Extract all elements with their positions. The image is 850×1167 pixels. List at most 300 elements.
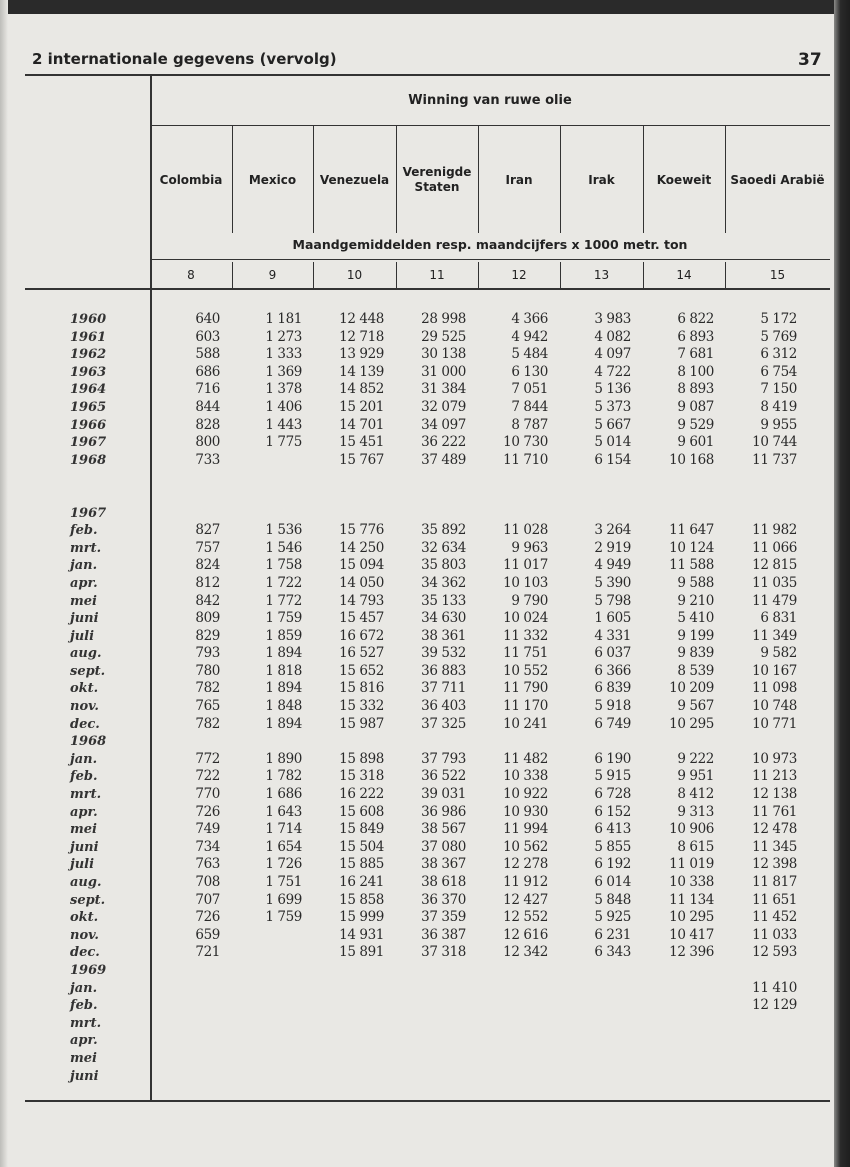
table-cell: 16 527 [339, 645, 384, 662]
table-cell: 36 222 [421, 434, 466, 451]
table-cell: 14 139 [339, 363, 384, 380]
table-cell: 6 154 [594, 451, 631, 468]
table-cell [150, 469, 232, 487]
table-cell: 11 349 [752, 627, 797, 644]
table-cell: 37 489 [421, 451, 466, 468]
table-cell: 11 982 [752, 522, 797, 539]
table-cell: 5 410 [677, 610, 714, 627]
table-cell [232, 733, 313, 751]
table-cell: 1 775 [265, 434, 302, 451]
table-row [25, 329, 830, 347]
table-cell: 5 667 [594, 416, 631, 433]
table-cell: 1 654 [265, 838, 302, 855]
row-label [25, 487, 150, 505]
table-cell: 1 818 [265, 662, 302, 679]
table-cell: 15 898 [339, 750, 384, 767]
table-cell: 28 998 [421, 311, 466, 327]
table-cell [478, 505, 560, 523]
table-cell: 37 318 [421, 944, 466, 961]
table-cell: 1 859 [265, 627, 302, 644]
table-cell [313, 505, 396, 523]
table-cell: 5 484 [511, 346, 548, 363]
table-cell: 6 893 [677, 328, 714, 345]
table-cell: 9 087 [677, 398, 714, 415]
table-cell: 15 504 [339, 838, 384, 855]
table-cell [478, 1068, 560, 1086]
table-cell [313, 962, 396, 980]
table-cell: 11 482 [503, 750, 548, 767]
column-header: Mexico [248, 172, 297, 187]
table-cell: 11 994 [503, 821, 548, 838]
table-cell: 10 167 [752, 662, 797, 679]
table-cell: 15 608 [339, 803, 384, 820]
table-cell: 15 885 [339, 856, 384, 873]
table-cell: 15 451 [339, 434, 384, 451]
table-row [25, 522, 830, 540]
row-label: juli [70, 628, 95, 644]
table-cell: 10 295 [669, 715, 714, 732]
table-cell: 11 033 [752, 926, 797, 943]
row-label: 1961 [70, 329, 107, 345]
table-row [25, 1068, 830, 1086]
column-number: 14 [676, 268, 692, 282]
table-cell: 708 [195, 874, 220, 890]
table-cell: 5 373 [594, 398, 631, 415]
table-cell: 726 [195, 803, 220, 820]
table-cell: 6 312 [760, 346, 797, 363]
table-cell: 14 793 [339, 592, 384, 609]
table-cell: 1 273 [265, 328, 302, 345]
table-cell: 12 129 [752, 997, 797, 1014]
table-cell: 6 839 [594, 680, 631, 697]
table-row [25, 1050, 830, 1068]
table-cell [313, 733, 396, 751]
column-header: Colombia [159, 172, 223, 187]
table-cell: 842 [195, 592, 220, 609]
table-cell: 6 130 [511, 363, 548, 380]
table-cell: 11 028 [503, 522, 548, 539]
table-row [25, 698, 830, 716]
table-cell: 5 925 [594, 909, 631, 926]
table-cell: 9 567 [677, 698, 714, 715]
table-cell: 4 097 [594, 346, 631, 363]
table-cell [232, 944, 313, 962]
table-cell: 11 751 [503, 645, 548, 662]
table-cell: 10 103 [503, 574, 548, 591]
table-cell: 9 313 [677, 803, 714, 820]
table-cell: 15 891 [339, 944, 384, 961]
column-number: 10 [346, 268, 363, 282]
row-label: feb. [70, 998, 98, 1014]
table-cell: 12 278 [503, 856, 548, 873]
table-cell: 6 413 [594, 821, 631, 838]
table-cell [643, 997, 725, 1015]
table-cell [232, 1032, 313, 1050]
table-row [25, 944, 830, 962]
table-cell: 36 403 [421, 698, 466, 715]
table-row [25, 346, 830, 364]
table-cell: 1 181 [265, 311, 302, 327]
table-cell: 39 532 [421, 645, 466, 662]
table-row [25, 540, 830, 558]
row-label: 1964 [70, 382, 107, 398]
table-cell: 15 767 [339, 451, 384, 468]
column-number: 9 [268, 268, 277, 282]
table-cell: 11 790 [503, 680, 548, 697]
table-cell: 8 539 [677, 662, 714, 679]
table-cell: 588 [195, 346, 220, 363]
table-cell: 11 452 [752, 909, 797, 926]
table-cell [396, 1068, 478, 1086]
row-label: feb. [70, 523, 98, 539]
column-number: 13 [593, 268, 610, 282]
table-cell: 1 894 [265, 645, 302, 662]
table-cell: 1 890 [265, 750, 302, 767]
scan-right-edge [834, 0, 850, 1167]
row-label: 1963 [70, 364, 107, 380]
table-cell [232, 452, 313, 470]
table-cell: 12 552 [503, 909, 548, 926]
table-cell: 34 097 [421, 416, 466, 433]
table-row [25, 821, 830, 839]
table-cell: 1 894 [265, 715, 302, 732]
table-row [25, 364, 830, 382]
table-cell: 11 737 [752, 451, 797, 468]
table-cell: 1 546 [265, 539, 302, 556]
row-label: nov. [70, 927, 99, 943]
table-cell: 13 929 [339, 346, 384, 363]
table-cell: 11 213 [752, 768, 797, 785]
row-label: jan. [70, 980, 98, 996]
table-cell [396, 1015, 478, 1033]
table-row [25, 487, 830, 505]
table-cell: 9 588 [677, 574, 714, 591]
table-cell: 9 790 [511, 592, 548, 609]
table-cell: 5 918 [594, 698, 631, 715]
table-cell: 15 332 [339, 698, 384, 715]
table-cell: 1 758 [265, 557, 302, 574]
table-cell: 6 831 [760, 610, 797, 627]
table-cell: 12 398 [752, 856, 797, 873]
table-cell: 829 [195, 627, 220, 644]
table-cell: 8 412 [677, 786, 714, 803]
table-cell [396, 962, 478, 980]
table-cell: 757 [195, 539, 220, 556]
table-cell: 12 815 [752, 557, 797, 574]
row-label: apr. [70, 575, 98, 591]
column-header: Saoedi Arabië [730, 172, 825, 187]
table-cell: 733 [195, 451, 220, 468]
table-cell: 9 199 [677, 627, 714, 644]
table-cell: 12 342 [503, 944, 548, 961]
table-cell: 1 369 [265, 363, 302, 380]
table-row [25, 856, 830, 874]
table-cell: 5 798 [594, 592, 631, 609]
row-label: apr. [70, 804, 98, 820]
column-header: Koeweit [656, 172, 712, 187]
table-cell: 10 930 [503, 803, 548, 820]
table-cell: 5 014 [594, 434, 631, 451]
table-cell: 12 396 [669, 944, 714, 961]
table-cell: 844 [195, 398, 220, 415]
table-cell [725, 505, 830, 523]
table-cell: 11 710 [503, 451, 548, 468]
table-cell: 659 [195, 926, 220, 943]
table-cell: 6 749 [594, 715, 631, 732]
table-cell: 11 170 [503, 698, 548, 715]
row-label: 1966 [70, 417, 107, 433]
row-label: 1967 [70, 435, 107, 451]
table-cell: 11 912 [503, 874, 548, 890]
table-cell [232, 505, 313, 523]
table-cell: 734 [195, 838, 220, 855]
table-cell [232, 980, 313, 998]
table-cell: 782 [195, 680, 220, 697]
table-cell: 37 359 [421, 909, 466, 926]
table-row [25, 997, 830, 1015]
table-cell [313, 1068, 396, 1086]
table-cell [725, 1015, 830, 1033]
table-cell: 8 893 [677, 381, 714, 398]
table-cell: 12 616 [503, 926, 548, 943]
table-cell: 10 338 [503, 768, 548, 785]
table-cell: 14 701 [339, 416, 384, 433]
table-cell [478, 1032, 560, 1050]
table-cell: 10 024 [503, 610, 548, 627]
table-cell: 15 816 [339, 680, 384, 697]
table-cell: 11 647 [669, 522, 714, 539]
table-cell [396, 997, 478, 1015]
table-cell: 722 [195, 768, 220, 785]
table-cell [478, 962, 560, 980]
table-cell: 6 192 [594, 856, 631, 873]
table-row [25, 980, 830, 998]
table-row [25, 399, 830, 417]
table-cell: 10 730 [503, 434, 548, 451]
table-cell: 12 427 [503, 891, 548, 908]
column-number: 8 [187, 268, 195, 282]
table-cell: 10 771 [752, 715, 797, 732]
table-cell: 1 378 [265, 381, 302, 398]
table-cell: 827 [195, 522, 220, 539]
table-cell [150, 1032, 232, 1050]
table-row [25, 469, 830, 487]
table-cell: 35 892 [421, 522, 466, 539]
table-row [25, 434, 830, 452]
table-cell [478, 469, 560, 487]
column-number: 12 [511, 268, 527, 282]
row-label: juni [70, 839, 99, 855]
table-row [25, 680, 830, 698]
table-cell: 721 [195, 944, 220, 961]
table-cell: 15 318 [339, 768, 384, 785]
table-cell: 38 361 [421, 627, 466, 644]
row-label: 1960 [70, 312, 107, 327]
row-label: juni [70, 611, 99, 627]
table-cell: 32 079 [421, 398, 466, 415]
table-cell: 15 201 [339, 398, 384, 415]
table-cell: 8 100 [677, 363, 714, 380]
table-cell: 1 726 [265, 856, 302, 873]
table-cell: 1 848 [265, 698, 302, 715]
table-cell [643, 1032, 725, 1050]
table-cell: 15 999 [339, 909, 384, 926]
row-label: dec. [70, 945, 100, 961]
table-cell: 765 [195, 698, 220, 715]
table-cell [560, 980, 643, 998]
table-cell: 4 942 [511, 328, 548, 345]
table-cell [560, 487, 643, 505]
table-cell [643, 1015, 725, 1033]
table-cell: 10 417 [669, 926, 714, 943]
table-cell: 14 852 [339, 381, 384, 398]
table-cell [560, 1032, 643, 1050]
table-cell: 12 718 [339, 328, 384, 345]
row-label: jan. [70, 751, 98, 767]
table-row [25, 1015, 830, 1033]
table-cell: 14 050 [339, 574, 384, 591]
table-cell: 4 722 [594, 363, 631, 380]
table-cell: 800 [195, 434, 220, 451]
table-cell: 1 782 [265, 768, 302, 785]
row-label: mrt. [70, 787, 102, 803]
table-row [25, 575, 830, 593]
table-cell: 824 [195, 557, 220, 574]
row-label: sept. [70, 663, 106, 679]
table-row [25, 1032, 830, 1050]
table-cell [150, 505, 232, 523]
row-label: mei [70, 1050, 97, 1066]
table-cell [643, 1050, 725, 1068]
table-cell: 772 [195, 750, 220, 767]
row-label: mei [70, 593, 97, 609]
data-table-body [25, 311, 830, 1085]
row-label: okt. [70, 910, 99, 926]
column-number: 15 [769, 268, 786, 282]
table-row [25, 786, 830, 804]
table-cell [232, 962, 313, 980]
table-cell [478, 1050, 560, 1068]
row-label: mrt. [70, 1015, 102, 1031]
table-cell: 11 098 [752, 680, 797, 697]
table-cell: 11 817 [752, 874, 797, 890]
table-cell: 1 759 [265, 909, 302, 926]
table-cell [313, 1015, 396, 1033]
table-row [25, 909, 830, 927]
table-cell: 7 681 [677, 346, 714, 363]
table-row [25, 593, 830, 611]
table-cell: 782 [195, 715, 220, 732]
table-cell: 11 134 [669, 891, 714, 908]
row-label: juni [70, 1068, 99, 1084]
table-cell [560, 733, 643, 751]
table-cell: 8 615 [677, 838, 714, 855]
table-cell: 1 759 [265, 610, 302, 627]
table-cell [725, 487, 830, 505]
table-cell: 686 [195, 363, 220, 380]
table-cell: 6 822 [677, 311, 714, 327]
table-row [25, 381, 830, 399]
table-cell [643, 980, 725, 998]
table-cell [478, 1015, 560, 1033]
table-cell: 1 443 [265, 416, 302, 433]
table-cell: 5 855 [594, 838, 631, 855]
table-cell: 11 651 [752, 891, 797, 908]
table-cell [150, 1050, 232, 1068]
table-cell [643, 1068, 725, 1086]
table-row [25, 417, 830, 435]
table-cell [232, 487, 313, 505]
table-cell: 39 031 [421, 786, 466, 803]
table-cell: 4 949 [594, 557, 631, 574]
table-row [25, 628, 830, 646]
table-cell: 10 744 [752, 434, 797, 451]
table-cell [560, 505, 643, 523]
table-cell [560, 1015, 643, 1033]
table-cell: 38 367 [421, 856, 466, 873]
table-cell [150, 997, 232, 1015]
table-cell [478, 487, 560, 505]
table-cell [478, 997, 560, 1015]
table-cell: 770 [195, 786, 220, 803]
table-cell [643, 733, 725, 751]
table-cell [150, 733, 232, 751]
table-cell: 6 190 [594, 750, 631, 767]
table-cell: 14 931 [339, 926, 384, 943]
table-cell: 12 478 [752, 821, 797, 838]
table-row [25, 311, 830, 329]
table-cell [396, 1032, 478, 1050]
table-cell: 36 370 [421, 891, 466, 908]
table-cell: 10 209 [669, 680, 714, 697]
table-cell: 5 390 [594, 574, 631, 591]
column-header: Irak [588, 172, 615, 187]
table-cell: 10 295 [669, 909, 714, 926]
table-cell: 7 150 [760, 381, 797, 398]
table-cell: 11 019 [669, 856, 714, 873]
table-cell: 38 567 [421, 821, 466, 838]
row-label: apr. [70, 1033, 98, 1049]
table-cell: 15 652 [339, 662, 384, 679]
table-cell: 11 332 [503, 627, 548, 644]
table-cell: 12 593 [752, 944, 797, 961]
row-label: nov. [70, 699, 99, 715]
table-cell [560, 469, 643, 487]
table-cell: 2 919 [594, 539, 631, 556]
table-cell: 793 [195, 645, 220, 662]
table-cell: 30 138 [421, 346, 466, 363]
table-cell: 1 643 [265, 803, 302, 820]
table-cell: 10 168 [669, 451, 714, 468]
table-cell: 8 787 [511, 416, 548, 433]
table-cell: 4 331 [594, 627, 631, 644]
table-cell: 36 522 [421, 768, 466, 785]
table-cell: 11 345 [752, 838, 797, 855]
header-bottom-rule [25, 288, 830, 290]
table-row [25, 557, 830, 575]
table-cell: 6 037 [594, 645, 631, 662]
row-label: jan. [70, 558, 98, 574]
table-cell: 707 [195, 891, 220, 908]
table-cell: 16 672 [339, 627, 384, 644]
table-cell: 9 529 [677, 416, 714, 433]
unit-note: Maandgemiddelden resp. maandcijfers x 1000 metr. ton [292, 237, 688, 252]
row-label: 1965 [70, 399, 107, 415]
table-cell [232, 927, 313, 945]
row-label: mrt. [70, 540, 102, 556]
table-cell [150, 1015, 232, 1033]
table-cell [313, 1032, 396, 1050]
